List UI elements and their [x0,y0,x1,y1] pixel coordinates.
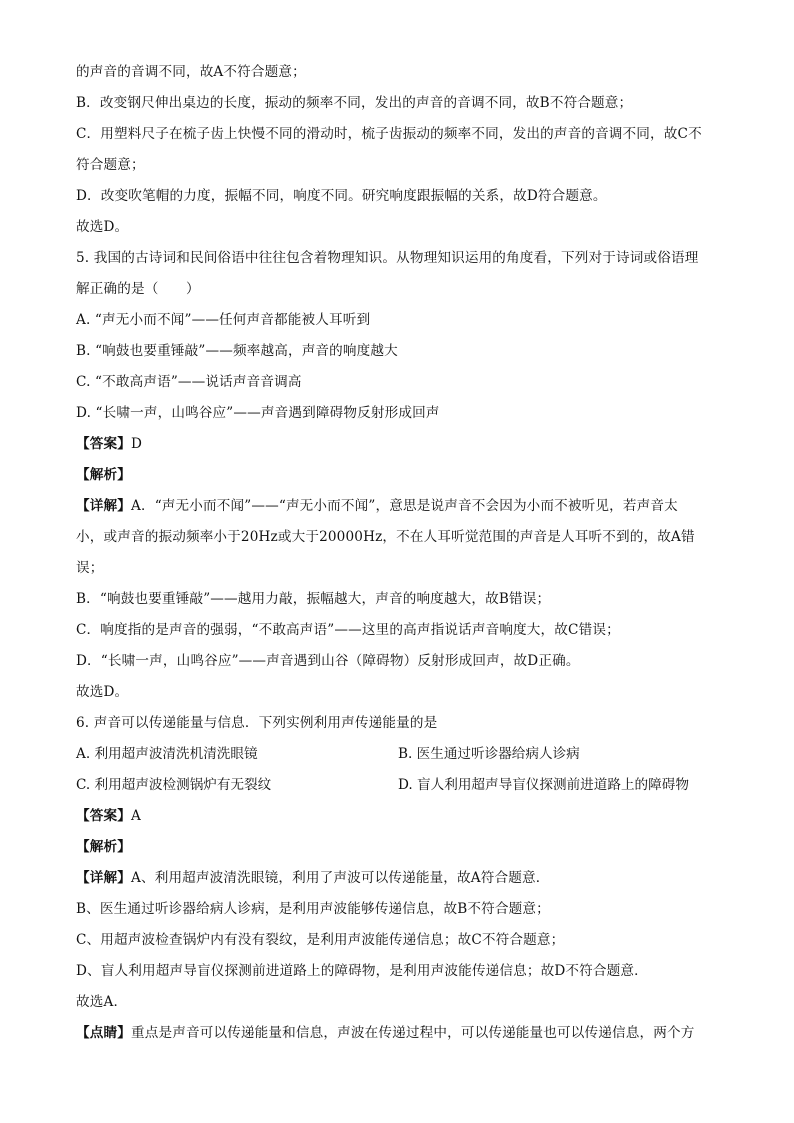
question-6-detail [76,868,550,888]
text-line: D．改变吹笔帽的力度，振幅不同，响度不同。研究响度跟振幅的关系，故D符合题意。 [76,188,607,204]
question-5-answer [76,434,142,454]
question-6-option-a: A. 利用超声波清洗机清洗眼镜 [76,746,258,762]
question-5-option-a: A. “声无小而不闻”——任何声音都能被人耳听到 [76,312,371,328]
answer-tag: 【答案】 [76,436,131,452]
text-line: 符合题意； [76,157,145,173]
question-5-detail [76,496,678,516]
text-line: 故选D。 [76,219,129,235]
analysis-tag: 【解析】 [76,467,131,483]
question-6-option-d: D. 盲人利用超声导盲仪探测前进道路上的障碍物 [398,777,689,793]
question-5-option-c: C. “不敢高声语”——说话声音音调高 [76,374,302,390]
text-line: B、医生通过听诊器给病人诊病，是利用声波能够传递信息，故B不符合题意； [76,901,550,917]
text-line: 故选A． [76,994,128,1010]
question-5-stem: 解正确的是（ ） [76,281,200,297]
detail-text: A、利用超声波清洗眼镜，利用了声波可以传递能量，故A符合题意． [130,870,550,886]
text-line: D、盲人利用超声导盲仪探测前进道路上的障碍物，是利用声波能传递信息；故D不符合题意． [76,963,648,979]
text-line: 小，或声音的振动频率小于20Hz或大于20000Hz，不在人耳听觉范围的声音是人耳听不到的，故A错 [76,529,695,545]
question-5-stem: 5. 我国的古诗词和民间俗语中往往包含着物理知识。从物理知识运用的角度看，下列对于诗词或俗语理 [76,250,699,266]
text-line: 的声音的音调不同，故A不符合题意； [76,64,306,80]
text-line: C、用超声波检查锅炉内有没有裂纹，是利用声波能传递信息；故C不符合题意； [76,932,565,948]
text-line: D．“长啸一声，山鸣谷应”——声音遇到山谷（障碍物）反射形成回声，故D正确。 [76,653,580,669]
question-6-analysis-tag [76,837,131,857]
text-line: 故选D。 [76,684,129,700]
note-tag: 【点睛】 [76,1025,131,1041]
question-6-answer [76,806,141,826]
question-6-option-c: C. 利用超声波检测锅炉有无裂纹 [76,777,272,793]
note-text: 重点是声音可以传递能量和信息，声波在传递过程中，可以传递能量也可以传递信息，两个方 [130,1025,695,1041]
answer-tag: 【答案】 [76,808,131,824]
analysis-tag: 【解析】 [76,839,131,855]
question-6-stem: 6. 声音可以传递能量与信息．下列实例利用声传递能量的是 [76,715,438,731]
detail-tag: 【详解】 [76,498,131,514]
question-6-option-b: B. 医生通过听诊器给病人诊病 [398,746,580,762]
text-line: C．响度指的是声音的强弱，“不敢高声语”——这里的高声指说话声音响度大，故C错误； [76,622,620,638]
text-line: 误； [76,560,104,576]
text-line: C．用塑料尺子在梳子齿上快慢不同的滑动时，梳子齿振动的频率不同，发出的声音的音调不同，故C不 [76,126,702,142]
question-5-option-d: D. “长啸一声，山鸣谷应”——声音遇到障碍物反射形成回声 [76,405,440,421]
question-5-analysis-tag [76,465,131,485]
question-5-option-b: B. “响鼓也要重锤敲”——频率越高，声音的响度越大 [76,343,398,359]
answer-value: D [130,436,143,452]
text-line: B．改变钢尺伸出桌边的长度，振动的频率不同，发出的声音的音调不同，故B不符合题意； [76,95,633,111]
answer-value: A [130,808,141,824]
detail-text: A．“声无小而不闻”——“声无小而不闻”，意思是说声音不会因为小而不被听见，若声音太 [130,498,678,514]
question-6-note [76,1023,694,1043]
text-line: B．“响鼓也要重锤敲”——越用力敲，振幅越大，声音的响度越大，故B错误； [76,591,551,607]
detail-tag: 【详解】 [76,870,131,886]
